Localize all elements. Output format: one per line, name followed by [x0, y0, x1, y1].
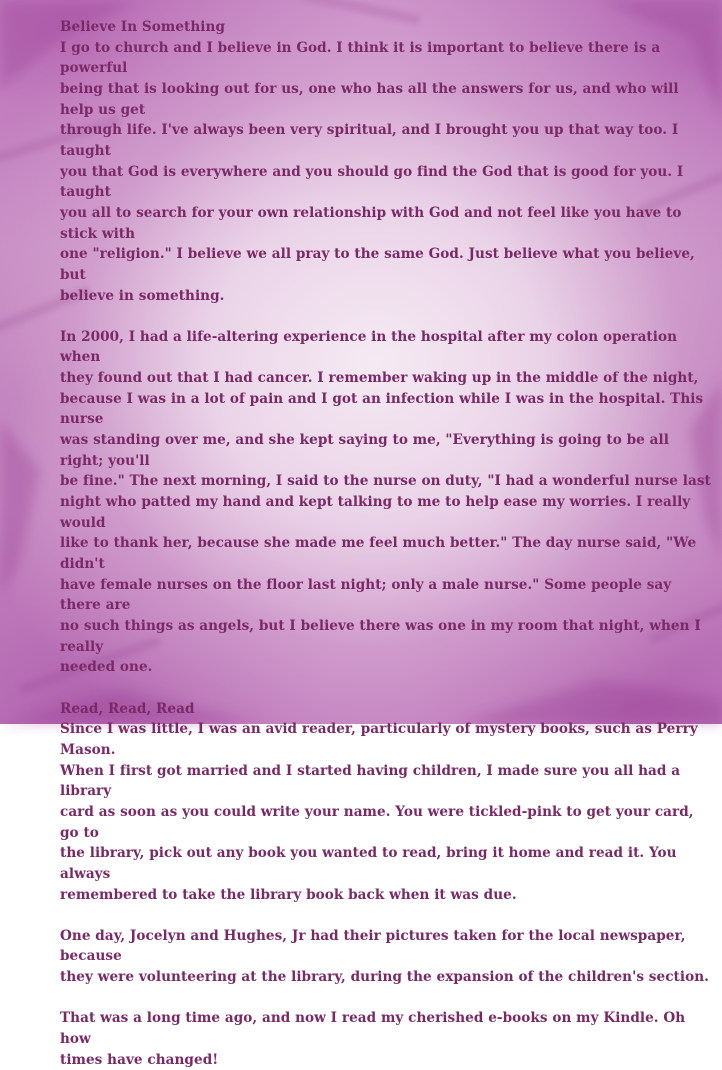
text-line: In 2000, I had a life-altering experience in the hospital after my colon operation when: [60, 328, 678, 366]
paragraph-gap: [60, 988, 712, 1009]
text-line: Since I was little, I was an avid reader, particularly of mystery books, such as Perry Mason.: [60, 721, 698, 758]
text-line: one "religion." I believe we all pray to the same God. Just believe what you believe, but: [60, 246, 695, 283]
paragraph-gap: [60, 306, 712, 327]
text-line: they were volunteering at the library, during the expansion of the children's section.: [60, 969, 709, 986]
text-line: One day, Jocelyn and Hughes, Jr had their pictures taken for the local newspaper, because: [60, 927, 686, 965]
section-heading: Read, Read, Read: [60, 700, 195, 717]
paragraph-gap: [60, 678, 712, 699]
text-line: believe in something.: [60, 287, 225, 304]
text-line: no such things as angels, but I believe there was one in my room that night, when I really: [60, 618, 701, 655]
text-line: you that God is everywhere and you should go find the God that is good for you. I taught: [60, 163, 684, 201]
text-line: was standing over me, and she kept saying to me, "Everything is going to be all right; you'll: [60, 432, 669, 469]
text-line: remembered to take the library book back when it was due.: [60, 886, 517, 903]
text-line: night who patted my hand and kept talking to me to help ease my worries. I really would: [60, 494, 691, 531]
text-line: I go to church and I believe in God. I think it is important to believe there is a powerful: [60, 39, 661, 77]
text-line: like to thank her, because she made me feel much better." The day nurse said, "We didn't: [60, 535, 697, 573]
text-line: times have changed!: [60, 1051, 219, 1068]
text-line: have female nurses on the floor last night; only a male nurse." Some people say there are: [60, 576, 672, 614]
text-line: through life. I've always been very spiritual, and I brought you up that way too. I taught: [60, 122, 679, 159]
paragraph-gap: [60, 905, 712, 926]
text-line: card as soon as you could write your name. You were tickled-pink to get your card, go to: [60, 803, 694, 841]
document-body: [60, 17, 712, 1070]
text-line: That was a long time ago, and now I read my cherished e-books on my Kindle. Oh how: [60, 1010, 686, 1048]
text-line: you all to search for your own relationship with God and not feel like you have to stick with: [60, 204, 682, 242]
text-line: because I was in a lot of pain and I got an infection while I was in the hospital. This nurse: [60, 390, 704, 428]
text-line: When I first got married and I started having children, I made sure you all had a library: [60, 762, 681, 800]
text-line: they found out that I had cancer. I remember waking up in the middle of the night,: [60, 370, 699, 387]
text-line: be fine." The next morning, I said to the nurse on duty, "I had a wonderful nurse last: [60, 473, 711, 490]
section-heading: Believe In Something: [60, 19, 226, 35]
text-line: the library, pick out any book you wanted to read, bring it home and read it. You always: [60, 845, 677, 882]
text-line: needed one.: [60, 659, 153, 676]
text-line: being that is looking out for us, one who has all the answers for us, and who will help us get: [60, 80, 679, 118]
